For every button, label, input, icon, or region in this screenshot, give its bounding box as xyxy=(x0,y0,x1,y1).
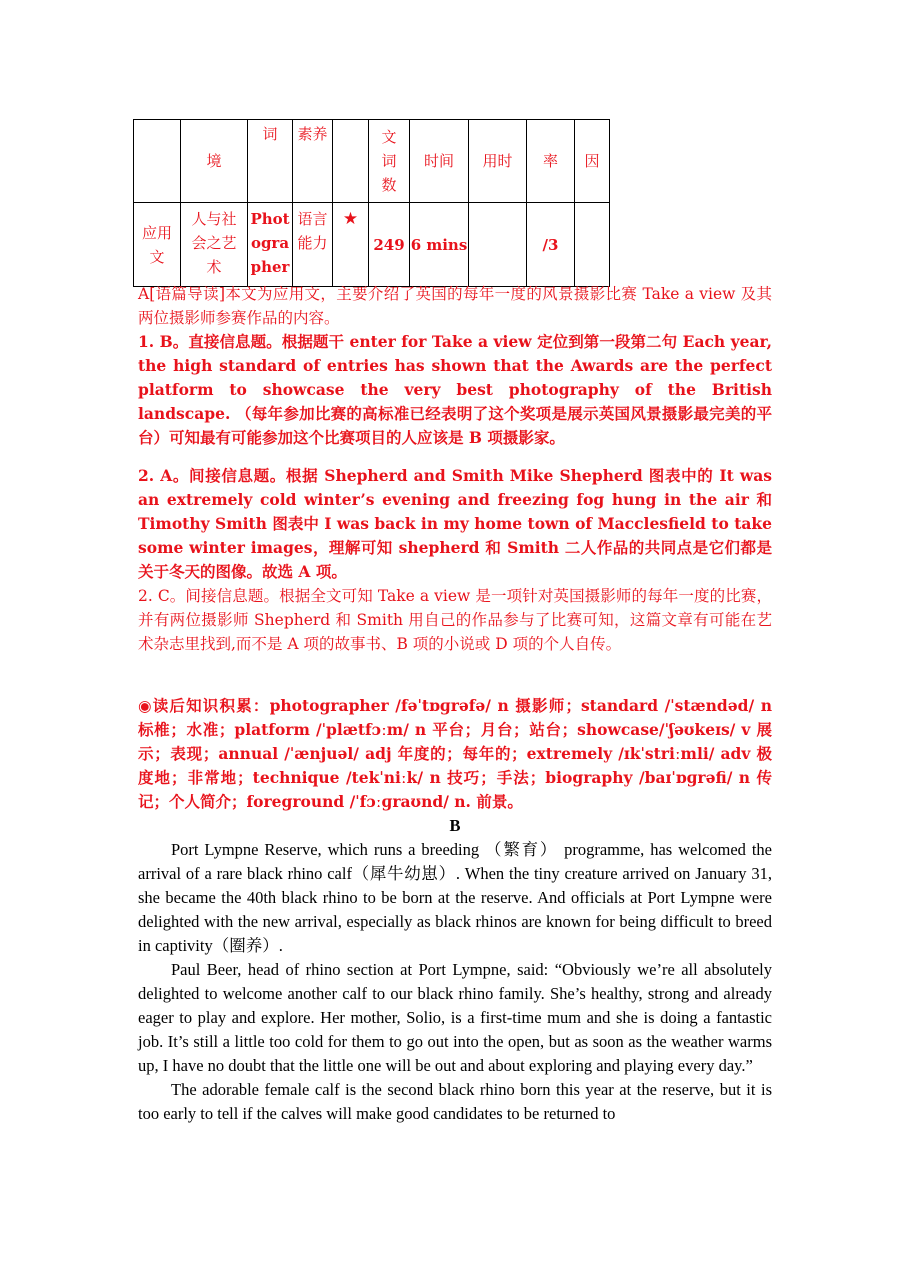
header-cell: 文词数 xyxy=(369,120,410,203)
passage-b xyxy=(138,814,772,1126)
header-cell: 时间 xyxy=(410,120,469,203)
vocabulary-section xyxy=(138,694,772,814)
header-cell: 用时 xyxy=(469,120,527,203)
header-cell: 率 xyxy=(527,120,575,203)
word-count-cell: 249 xyxy=(369,203,410,287)
used-cell xyxy=(469,203,527,287)
passage-paragraph: Paul Beer, head of rhino section at Port Lympne, said: “Obviously we’re all absolutely delighted to welcome another calf to our black rhino family. She’s healthy, strong and already eager to play and explore. Her mother, Solio, is a first-time mum and she is doing a fantastic job. It’s still a little too cold for them to go out into the open, but as soon as the weather warms up, I have no doubt that the little one will be out and about exploring and playing every day.” xyxy=(138,960,772,1075)
header-cell xyxy=(333,120,369,203)
info-table xyxy=(133,119,610,287)
analysis-question-2: 2. A。间接信息题。根据 Shepherd and Smith Mike Shepherd 图表中的 It was an extremely cold winter’s evening and freezing fog hung in the air 和 Timothy Smith 图表中 I was back in my home town of Macclesfield to take some winter images，理解可知 shepherd 和 Smith 二人作品的共同点是它们都是关于冬天的图像。故选 A 项。 xyxy=(138,466,772,581)
header-cell: 词 xyxy=(248,120,293,203)
table-data-row xyxy=(134,203,610,287)
genre-cell: 应用文 xyxy=(134,203,181,287)
table-header-row xyxy=(134,120,610,203)
header-cell: 因 xyxy=(575,120,610,203)
star-icon: ★ xyxy=(333,203,369,287)
theme-cell: 人与社会之艺术 xyxy=(181,203,248,287)
analysis-section xyxy=(138,282,772,450)
analysis-section-2 xyxy=(138,464,772,656)
vocabulary-notes: ◉读后知识积累：photographer /fəˈtɒɡrəfə/ n 摄影师；standard /ˈstændəd/ n 标椎；水准；platform /ˈplætfɔːm/ n 平台；月台；站台；showcase/ˈʃəʊkeɪs/ v 展示；表现；annual /ˈænjuəl/ adj 年度的；每年的；extremely /ɪkˈstriːmli/ adv 极度地；非常地；technique /tekˈniːk/ n 技巧；手法；biography /baɪˈɒɡrəfi/ n 传记；个人简介；foreground /ˈfɔːɡraʊnd/ n. 前景。 xyxy=(138,696,772,811)
word-cell: Photographer xyxy=(248,203,293,287)
time-cell: 6 mins xyxy=(410,203,469,287)
skill-cell: 语言能力 xyxy=(293,203,333,287)
passage-paragraph: Port Lympne Reserve, which runs a breeding （繁育） programme, has welcomed the arrival of a rare black rhino calf（犀牛幼崽）. When the tiny creature arrived on January 31, she became the 40th black rhino to be born at the reserve. And officials at Port Lympne were delighted with the new arrival, especially as black rhinos are known for being difficult to breed in captivity（圈养）. xyxy=(138,840,772,955)
reason-cell xyxy=(575,203,610,287)
analysis-intro: A[语篇导读]本文为应用文，主要介绍了英国的每年一度的风景摄影比赛 Take a view 及其两位摄影师参赛作品的内容。 xyxy=(138,285,772,327)
passage-label: B xyxy=(449,816,461,835)
header-cell: 素养 xyxy=(293,120,333,203)
analysis-question-3: 2. C。间接信息题。根据全文可知 Take a view 是一项针对英国摄影师的每年一度的比赛，并有两位摄影师 Shepherd 和 Smith 用自己的作品参与了比赛可知，这篇文章有可能在艺术杂志里找到,而不是 A 项的故事书、B 项的小说或 D 项的个人自传。 xyxy=(138,587,772,653)
header-cell: 境 xyxy=(181,120,248,203)
header-cell xyxy=(134,120,181,203)
passage-paragraph: The adorable female calf is the second black rhino born this year at the reserve, but it is too early to tell if the calves will make good candidates to be returned to xyxy=(138,1080,772,1123)
rate-cell: /3 xyxy=(527,203,575,287)
analysis-question-1: 1. B。直接信息题。根据题干 enter for Take a view 定位到第一段第二句 Each year, the high standard of entries has shown that the Awards are the perfect platform to showcase the very best photography of the British landscape. （每年参加比赛的高标准已经表明了这个奖项是展示英国风景摄影最完美的平台）可知最有可能参加这个比赛项目的人应该是 B 项摄影家。 xyxy=(138,332,772,447)
